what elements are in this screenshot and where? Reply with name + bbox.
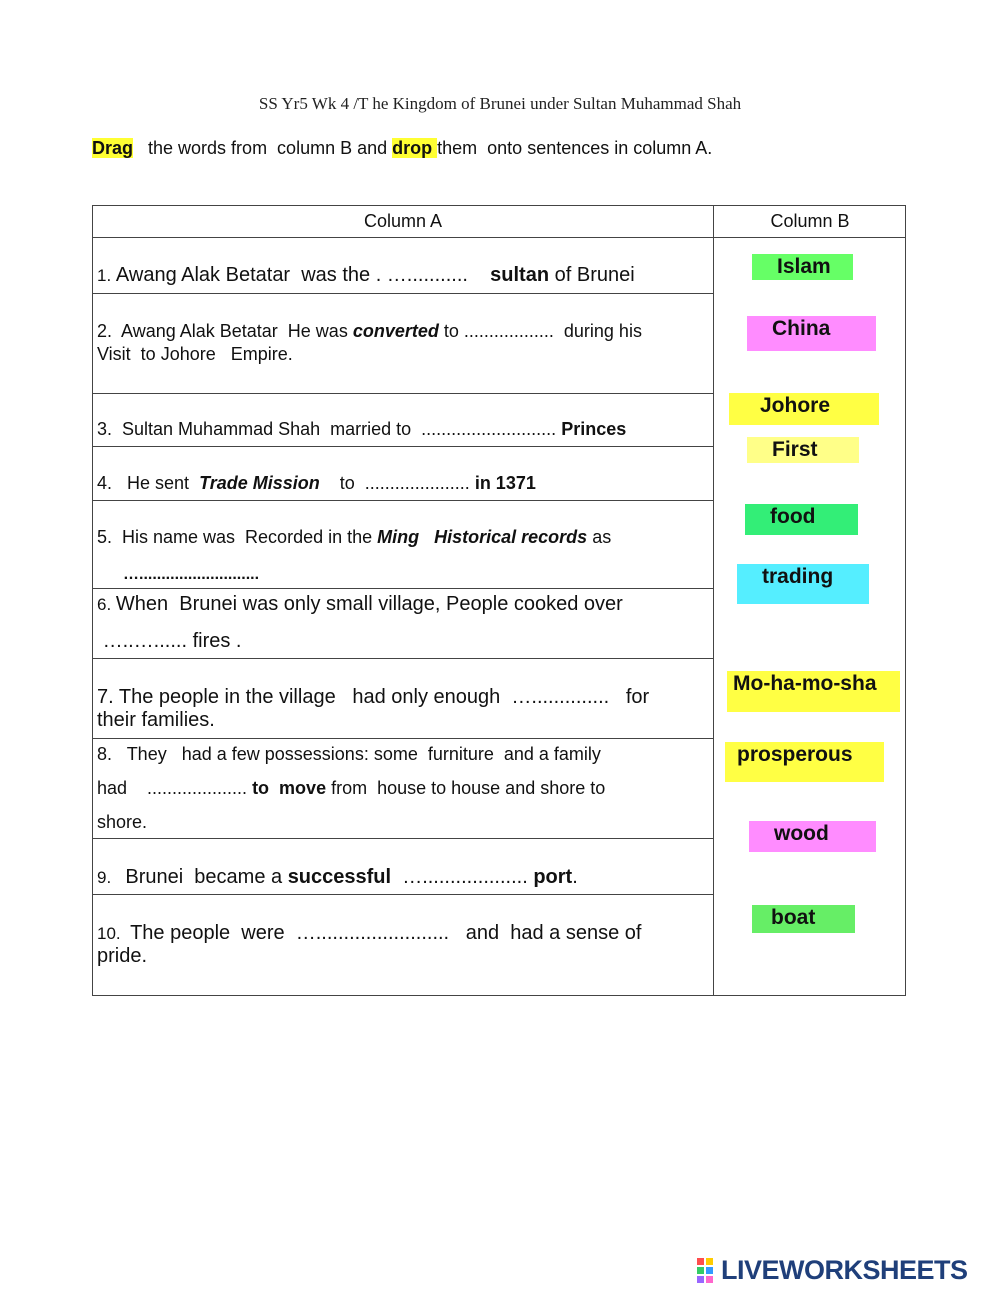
row-divider — [93, 500, 713, 501]
sentence-5-part-a: 5. His name was Recorded in the — [97, 527, 378, 547]
column-b-header: Column B — [770, 211, 850, 231]
instructions-part-1: the words from column B and — [133, 138, 393, 158]
sentence-4-part-a: 4. He sent — [97, 473, 200, 493]
sentence-5-part-d: …........................... — [123, 566, 260, 583]
sentence-8-part-d: from house to house and shore to — [326, 778, 606, 798]
sentence-1-part-c: sultan — [490, 264, 550, 286]
instructions — [92, 138, 712, 159]
sentence-1 — [97, 264, 702, 287]
sentence-5-part-b: Ming Historical records — [377, 527, 588, 547]
sentence-9-part-a: 9. — [97, 868, 126, 887]
liveworksheets-logo-icon — [697, 1256, 723, 1284]
header-divider — [93, 237, 905, 238]
word-tile-food[interactable]: food — [745, 504, 858, 535]
sentence-8-line-3: shore. — [97, 812, 148, 832]
row-divider — [93, 738, 713, 739]
sentence-4-part-c: to ..................... — [319, 473, 475, 493]
sentence-6-part-a: 6. — [97, 595, 116, 614]
word-tile-prosperous[interactable]: prosperous — [725, 742, 884, 782]
sentence-6-part-b: When Brunei was only small village, People cooked over — [115, 593, 623, 615]
sentence-6-line-2 — [97, 630, 702, 653]
sentence-3 — [97, 418, 702, 441]
sentence-5-part-c: as — [587, 527, 612, 547]
sentence-10-part-b: The people were …........................ and had a sense of pride. — [97, 922, 642, 967]
column-divider — [713, 206, 714, 995]
word-tile-trading[interactable]: trading — [737, 564, 869, 604]
sentence-3-part-b: Princes — [561, 419, 627, 439]
sentence-3-part-a: 3. Sultan Muhammad Shah married to ........................... — [97, 419, 562, 439]
sentence-1-part-b: Awang Alak Betatar was the . …........... — [115, 264, 491, 286]
word-tile-first[interactable]: First — [747, 437, 859, 463]
word-tile-islam[interactable]: Islam — [752, 254, 853, 280]
sentence-9-part-e: port — [533, 866, 573, 888]
sentence-8-part-c: to move — [252, 778, 327, 798]
drop-keyword: drop — [392, 138, 438, 158]
row-divider — [93, 293, 713, 294]
sentence-9-part-d: …................... — [391, 866, 534, 888]
column-a-header: Column A — [363, 211, 443, 231]
word-tile-china[interactable]: China — [747, 316, 876, 351]
sentence-4-part-d: in 1371 — [474, 473, 536, 493]
sentence-2-part-a: 2. Awang Alak Betatar He was — [97, 321, 353, 341]
row-divider — [93, 446, 713, 447]
sentence-10 — [97, 922, 702, 968]
sentence-7: 7. The people in the village had only enough ….............. for their families. — [97, 686, 650, 731]
page-title: SS Yr5 Wk 4 /T he Kingdom of Brunei under Sultan Muhammad Shah — [258, 94, 742, 113]
sentence-4 — [97, 472, 702, 495]
sentence-5-blank — [123, 563, 728, 586]
liveworksheets-logo-text: LIVEWORKSHEETS — [721, 1255, 968, 1285]
sentence-2 — [97, 320, 702, 366]
word-tile-wood[interactable]: wood — [749, 821, 876, 852]
sentence-2-part-c: to .................. during his Visit to Johore Empire. — [97, 321, 642, 364]
instructions-part-2: them onto sentences in column A. — [437, 138, 713, 158]
sentence-6 — [97, 593, 702, 616]
sentence-5 — [97, 526, 702, 549]
sentence-8-part-b: had .................... — [97, 778, 253, 798]
row-divider — [93, 393, 713, 394]
sentence-8: 8. They had a few possessions: some furniture and a family — [97, 744, 601, 764]
word-tile-boat[interactable]: boat — [752, 905, 855, 933]
sentence-8-line-2 — [97, 777, 702, 800]
row-divider — [93, 894, 713, 895]
word-tile-johore[interactable]: Johore — [729, 393, 879, 425]
sentence-9 — [97, 866, 702, 889]
sentence-1-part-a: 1. — [97, 266, 116, 285]
word-tile-mo-ha-mo-sha[interactable]: Mo-ha-mo-sha — [727, 671, 900, 712]
row-divider — [93, 658, 713, 659]
sentence-4-part-b: Trade Mission — [199, 473, 320, 493]
sentence-9-part-c: successful — [287, 866, 392, 888]
sentence-1-part-d: of Brunei — [549, 264, 635, 286]
row-divider — [93, 588, 713, 589]
sentence-10-part-a: 10. — [97, 924, 131, 943]
row-divider — [93, 838, 713, 839]
sentence-9-part-b: Brunei became a — [125, 866, 288, 888]
drag-keyword: Drag — [92, 138, 134, 158]
sentence-6-part-c: …..…...... fires . — [97, 630, 242, 652]
sentence-2-part-b: converted — [352, 321, 439, 341]
liveworksheets-logo — [697, 1256, 995, 1284]
sentence-9-part-f: . — [572, 866, 578, 888]
